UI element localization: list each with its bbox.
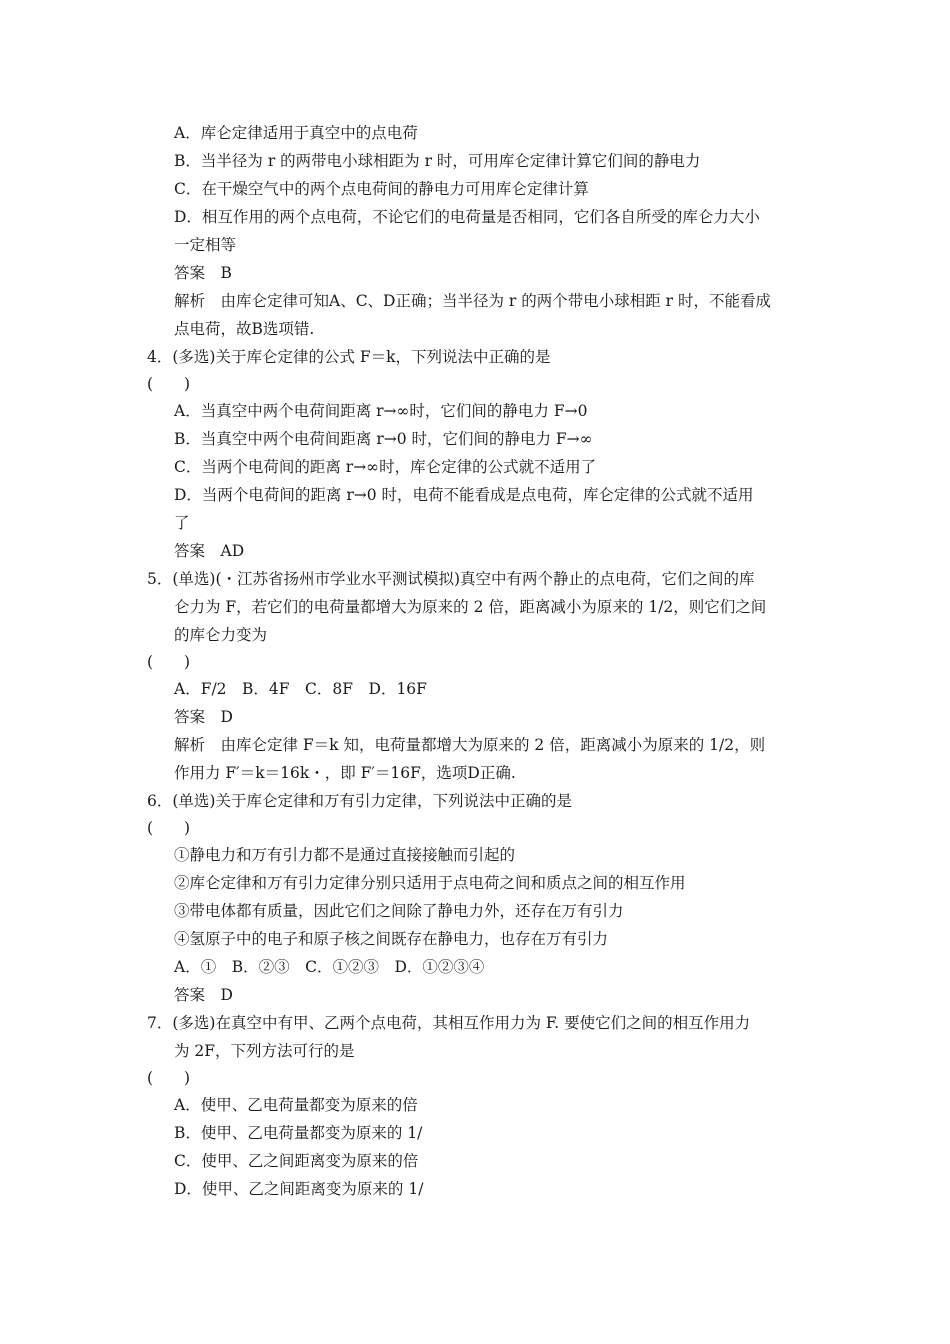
q4-answer: 答案 AD [174, 542, 245, 560]
q6-options: A．① B．②③ C．①②③ D．①②③④ [174, 958, 485, 976]
q6-statement-1: ①静电力和万有引力都不是通过直接接触而引起的 [174, 846, 516, 864]
q3-analysis-cont: 点电荷，故B选项错. [174, 320, 315, 338]
q5-answer: 答案 D [174, 708, 233, 726]
q4-option-d: D．当两个电荷间的距离 r→0 时，电荷不能看成是点电荷，库仑定律的公式就不适用 [174, 486, 754, 504]
q5-stem: 5．(单选)(・江苏省扬州市学业水平测试模拟)真空中有两个静止的点电荷，它们之间的库 [147, 570, 755, 588]
q6-statement-4: ④氢原子中的电子和原子核之间既存在静电力，也存在万有引力 [174, 930, 609, 948]
q7-option-c: C．使甲、乙之间距离变为原来的倍 [174, 1152, 419, 1170]
q7-option-a: A．使甲、乙电荷量都变为原来的倍 [174, 1096, 418, 1114]
q3-option-c: C．在干燥空气中的两个点电荷间的静电力可用库仑定律计算 [174, 180, 589, 198]
q3-analysis: 解析 由库仑定律可知A、C、D正确；当半径为 r 的两个带电小球相距 r 时，不能看成 [174, 292, 772, 310]
q7-option-d: D．使甲、乙之间距离变为原来的 1/ [174, 1180, 424, 1198]
q6-statement-3: ③带电体都有质量，因此它们之间除了静电力外，还存在万有引力 [174, 902, 624, 920]
q6-stem: 6．(单选)关于库仑定律和万有引力定律，下列说法中正确的是 [147, 792, 572, 810]
q4-option-c: C．当两个电荷间的距离 r→∞时，库仑定律的公式就不适用了 [174, 458, 597, 476]
q5-answer-paren: ( ) [147, 653, 191, 671]
q6-statement-2: ②库仑定律和万有引力定律分别只适用于点电荷之间和质点之间的相互作用 [174, 874, 686, 892]
q3-answer: 答案 B [174, 264, 232, 282]
q5-analysis-cont: 作用力 F′＝k＝16k・，即 F′＝16F，选项D正确. [174, 764, 516, 782]
q7-stem-cont: 为 2F，下列方法可行的是 [174, 1042, 355, 1060]
q4-option-b: B．当真空中两个电荷间距离 r→0 时，它们间的静电力 F→∞ [174, 430, 593, 448]
q3-option-d: D．相互作用的两个点电荷，不论它们的电荷量是否相同，它们各自所受的库仑力大小 [174, 208, 760, 226]
q4-option-a: A．当真空中两个电荷间距离 r→∞时，它们间的静电力 F→0 [174, 402, 588, 420]
q7-stem: 7．(多选)在真空中有甲、乙两个点电荷，其相互作用力为 F. 要使它们之间的相互作用力 [147, 1014, 751, 1032]
q3-option-d-cont: 一定相等 [174, 236, 237, 254]
q5-analysis: 解析 由库仑定律 F＝k 知，电荷量都增大为原来的 2 倍，距离减小为原来的 1/2，则 [174, 736, 766, 754]
q6-answer-paren: ( ) [147, 819, 191, 837]
q4-stem: 4．(多选)关于库仑定律的公式 F＝k，下列说法中正确的是 [147, 348, 551, 366]
q5-options: A．F/2 B．4F C．8F D．16F [174, 680, 427, 698]
q5-stem-cont-1: 仑力为 F，若它们的电荷量都增大为原来的 2 倍，距离减小为原来的 1/2，则它们之间 [174, 598, 767, 616]
q4-option-d-cont: 了 [174, 514, 190, 532]
q5-stem-cont-2: 的库仑力变为 [174, 626, 268, 644]
q7-option-b: B．使甲、乙电荷量都变为原来的 1/ [174, 1124, 423, 1142]
q6-answer: 答案 D [174, 986, 233, 1004]
q3-option-b: B．当半径为 r 的两带电小球相距为 r 时，可用库仑定律计算它们间的静电力 [174, 152, 701, 170]
q4-answer-paren: ( ) [147, 375, 191, 393]
q3-option-a: A．库仑定律适用于真空中的点电荷 [174, 124, 418, 142]
q7-answer-paren: ( ) [147, 1069, 191, 1087]
